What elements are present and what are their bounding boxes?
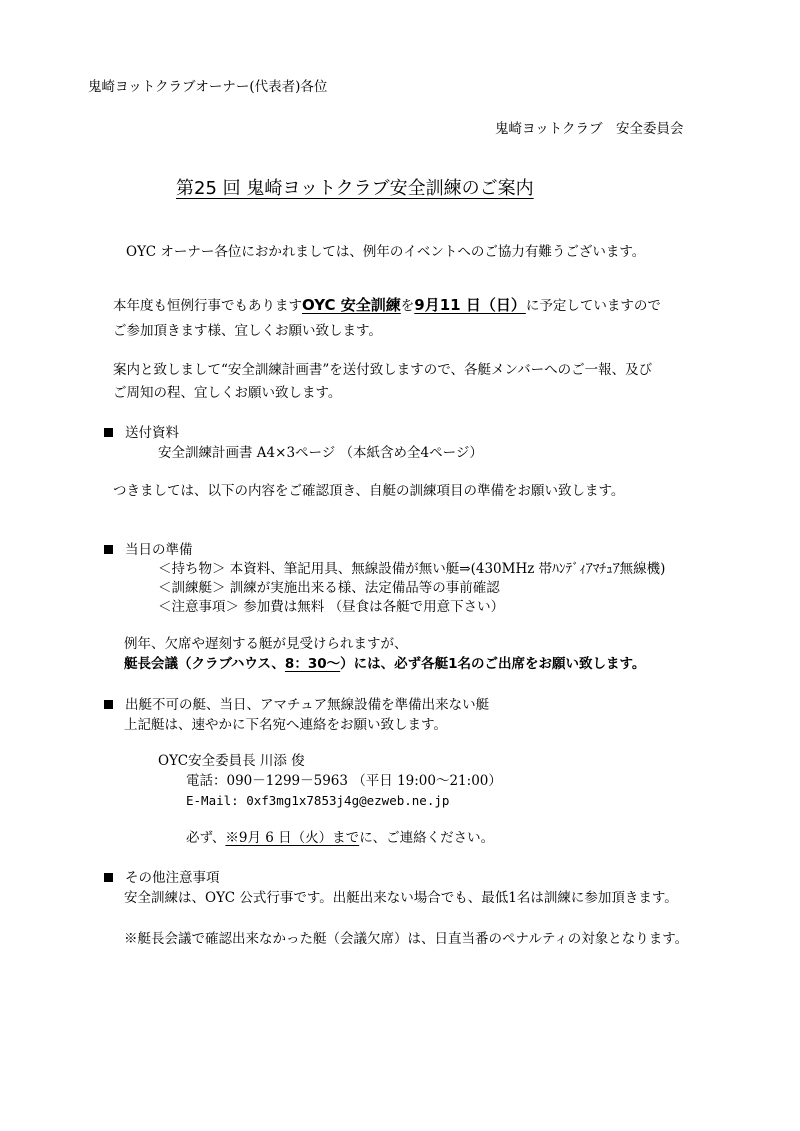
contact-name: OYC安全委員長 川添 俊	[158, 753, 305, 769]
preparation-item: ＜持ち物＞ 本資料、筆記用具、無線設備が無い艇⇒(430MHz 帯ﾊﾝﾃﾞｨｱﾏﾁｭｱ無線機)	[158, 561, 666, 577]
document-title: 第25 回 鬼崎ヨットクラブ安全訓練のご案内	[176, 178, 534, 199]
absence-heading-text: 出艇不可の艇、当日、アマチュア無線設備を準備出来ない艇	[125, 697, 490, 713]
other-line-1: 安全訓練は、OYC 公式行事です。出艇出来ない場合でも、最低1名は訓練に参加頂きます。	[124, 890, 678, 906]
square-bullet-icon	[104, 700, 113, 709]
intro-post: に予定していますので	[525, 298, 661, 314]
square-bullet-icon	[104, 873, 113, 882]
deadline-post: に、ご連絡ください。	[359, 830, 495, 846]
square-bullet-icon	[104, 545, 113, 554]
other-heading-text: その他注意事項	[125, 870, 220, 886]
other-line-2: ※艇長会議で確認出来なかった艇（会議欠席）は、日直当番のペナルティの対象となります。	[124, 931, 689, 947]
preparation-note-2	[124, 658, 645, 672]
addressee: 鬼崎ヨットクラブオーナー(代表者)各位	[88, 79, 328, 95]
intro-line-2: ご参加頂きます様、宜しくお願い致します。	[113, 323, 382, 339]
enclosure-heading	[104, 427, 179, 441]
notice-line-2: ご周知の程、宜しくお願い致します。	[113, 385, 342, 401]
greeting: OYC オーナー各位におかれましては、例年のイベントへのご協力有難うございます。	[126, 244, 646, 260]
enclosure-item: 安全訓練計画書 A4×3ページ （本紙含め全4ページ）	[158, 445, 483, 461]
deadline	[186, 832, 494, 846]
absence-heading	[104, 699, 489, 713]
preparation-item: ＜訓練艇＞ 訓練が実施出来る様、法定備品等の事前確認	[158, 580, 500, 596]
intro-line-1	[113, 298, 661, 314]
preparation-heading	[104, 544, 193, 558]
preparation-item: ＜注意事項＞ 参加費は無料 （昼食は各艇で用意下さい）	[158, 599, 505, 615]
intro-date: 9月11 日（日）	[414, 296, 526, 314]
other-heading	[104, 872, 220, 886]
preparation-note-1: 例年、欠席や遅刻する艇が見受けられますが、	[124, 636, 408, 652]
notice-line-1: 案内と致しまして“安全訓練計画書”を送付致しますので、各艇メンバーへのご一報、及び	[113, 362, 653, 378]
intro-event: OYC 安全訓練	[302, 296, 401, 314]
note2-pre: 艇長会議（クラブハウス、	[124, 656, 285, 672]
contact-email: E-Mail: 0xf3mg1x7853j4g@ezweb.ne.jp	[186, 793, 450, 808]
enclosure-heading-text: 送付資料	[125, 425, 179, 441]
intro-pre: 本年度も恒例行事でもあります	[113, 298, 302, 314]
enclosure-request: つきましては、以下の内容をご確認頂き、自艇の訓練項目の準備をお願い致します。	[113, 483, 625, 499]
contact-phone: 電話：090－1299－5963 （平日 19:00～21:00）	[186, 773, 502, 789]
absence-line-2: 上記艇は、速やかに下名宛へ連絡をお願い致します。	[124, 717, 447, 733]
sender: 鬼崎ヨットクラブ 安全委員会	[495, 121, 684, 137]
deadline-pre: 必ず、	[186, 830, 226, 846]
preparation-heading-text: 当日の準備	[125, 542, 193, 558]
intro-mid: を	[400, 298, 415, 314]
square-bullet-icon	[104, 428, 113, 437]
note2-post: ）には、必ず各艇1名のご出席をお願い致します。	[340, 656, 646, 672]
deadline-date: ※9月 6 日（火）まで	[225, 830, 360, 846]
meeting-time: 8：30～	[284, 656, 341, 672]
